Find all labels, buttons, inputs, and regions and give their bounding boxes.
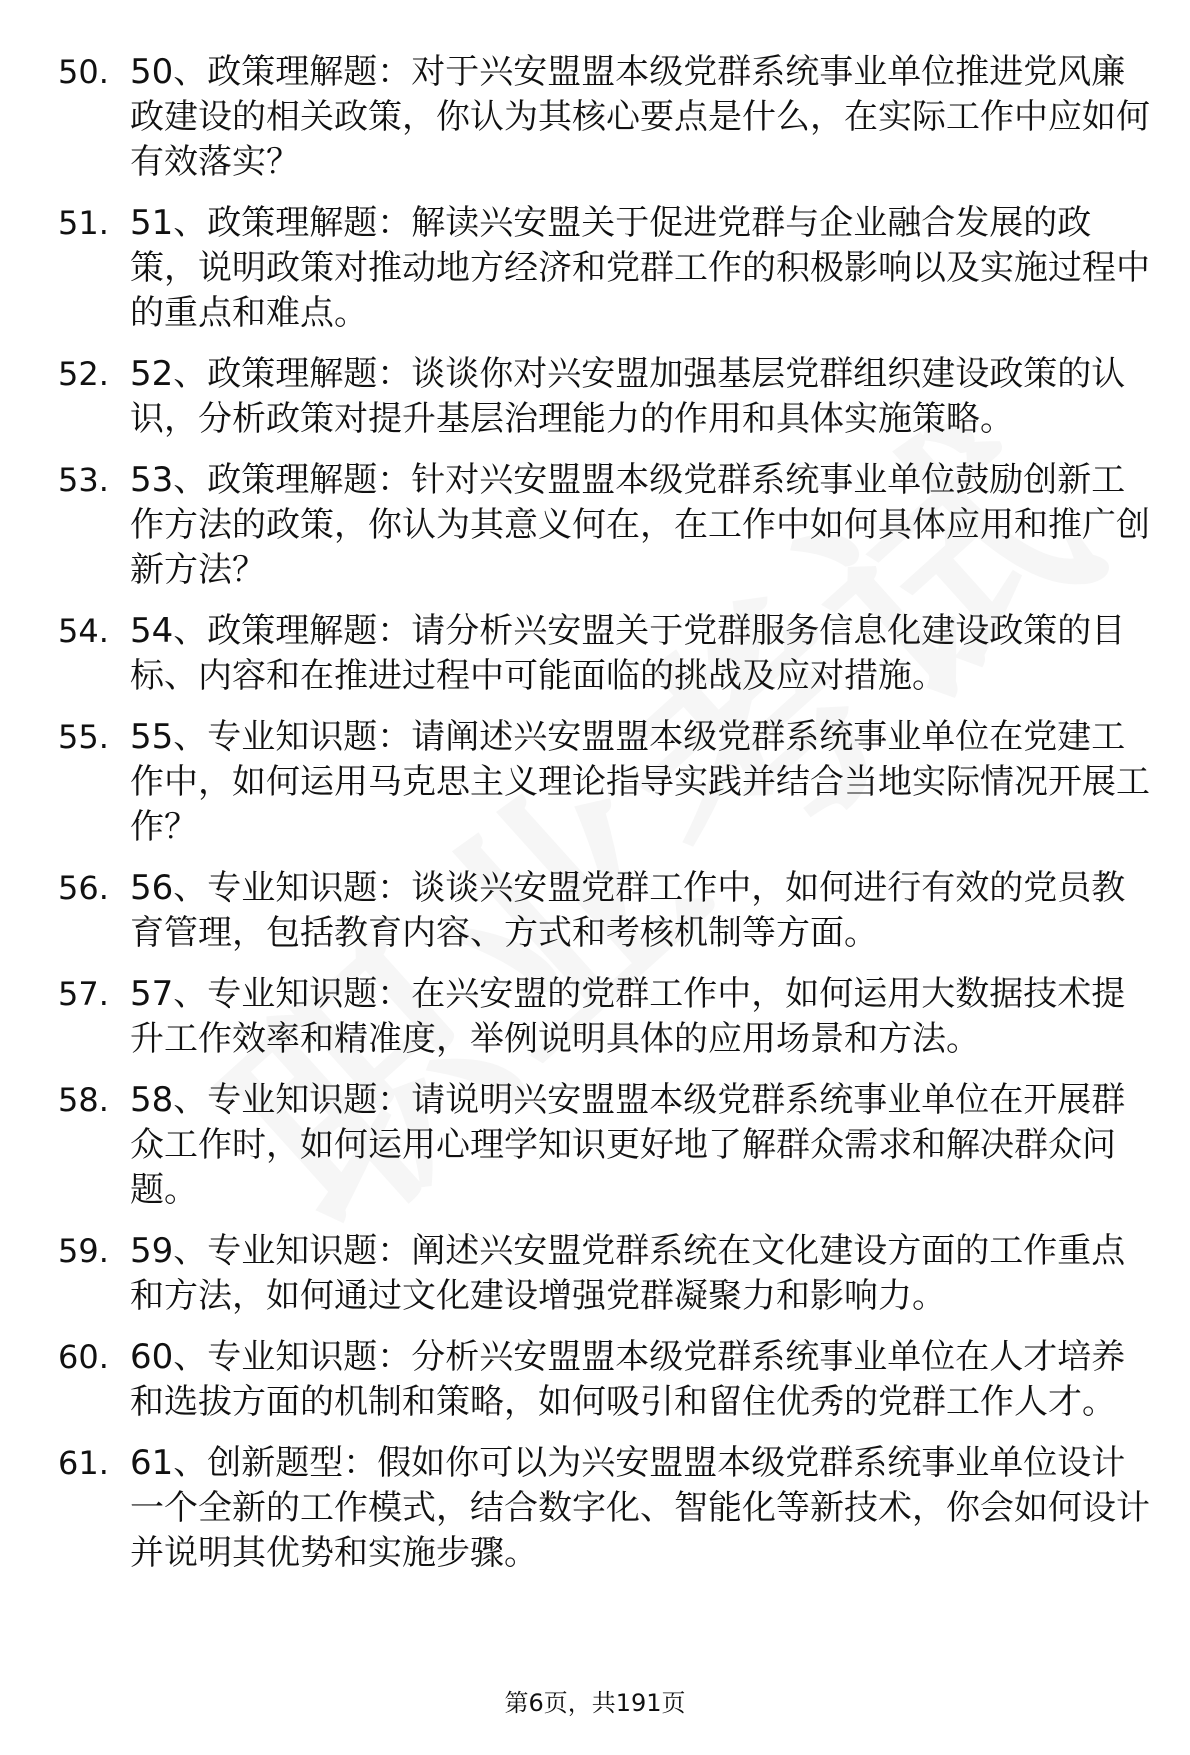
list-item [58,1335,1158,1425]
question-text: 50、政策理解题：对于兴安盟盟本级党群系统事业单位推进党风廉政建设的相关政策，你认为其核心要点是什么，在实际工作中应如何有效落实？ [130,52,1150,182]
list-item [58,609,1158,699]
list-item [58,1441,1158,1576]
list-item [58,1078,1158,1213]
question-number: 57. [58,975,109,1013]
question-text: 54、政策理解题：请分析兴安盟关于党群服务信息化建设政策的目标、内容和在推进过程中可能面临的挑战及应对措施。 [130,611,1126,696]
question-text: 56、专业知识题：谈谈兴安盟党群工作中，如何进行有效的党员教育管理，包括教育内容、方式和考核机制等方面。 [130,868,1126,953]
question-number: 54. [58,612,109,650]
question-text: 57、专业知识题：在兴安盟的党群工作中，如何运用大数据技术提升工作效率和精准度，举例说明具体的应用场景和方法。 [130,974,1126,1059]
list-item [58,50,1158,185]
question-number: 55. [58,718,109,756]
question-text: 52、政策理解题：谈谈你对兴安盟加强基层党群组织建设政策的认识，分析政策对提升基层治理能力的作用和具体实施策略。 [130,354,1126,439]
question-number: 59. [58,1232,109,1270]
question-number: 53. [58,461,109,499]
question-text: 61、创新题型：假如你可以为兴安盟盟本级党群系统事业单位设计一个全新的工作模式，结合数字化、智能化等新技术，你会如何设计并说明其优势和实施步骤。 [130,1443,1150,1573]
question-number: 61. [58,1444,109,1482]
question-number: 51. [58,204,109,242]
question-list [58,50,1158,1592]
question-number: 58. [58,1081,109,1119]
question-number: 56. [58,869,109,907]
question-text: 51、政策理解题：解读兴安盟关于促进党群与企业融合发展的政策，说明政策对推动地方经济和党群工作的积极影响以及实施过程中的重点和难点。 [130,203,1150,333]
page-number: 第6页，共191页 [504,1689,686,1717]
question-text: 55、专业知识题：请阐述兴安盟盟本级党群系统事业单位在党建工作中，如何运用马克思主义理论指导实践并结合当地实际情况开展工作？ [130,717,1150,847]
question-number: 60. [58,1338,109,1376]
list-item [58,352,1158,442]
list-item [58,1229,1158,1319]
list-item [58,201,1158,336]
list-item [58,972,1158,1062]
list-item [58,458,1158,593]
question-number: 52. [58,355,109,393]
question-text: 58、专业知识题：请说明兴安盟盟本级党群系统事业单位在开展群众工作时，如何运用心理学知识更好地了解群众需求和解决群众问题。 [130,1080,1126,1210]
question-text: 60、专业知识题：分析兴安盟盟本级党群系统事业单位在人才培养和选拔方面的机制和策略，如何吸引和留住优秀的党群工作人才。 [130,1337,1126,1422]
question-text: 59、专业知识题：阐述兴安盟党群系统在文化建设方面的工作重点和方法，如何通过文化建设增强党群凝聚力和影响力。 [130,1231,1126,1316]
question-number: 50. [58,53,109,91]
list-item [58,866,1158,956]
list-item [58,715,1158,850]
question-text: 53、政策理解题：针对兴安盟盟本级党群系统事业单位鼓励创新工作方法的政策，你认为其意义何在，在工作中如何具体应用和推广创新方法？ [130,460,1150,590]
